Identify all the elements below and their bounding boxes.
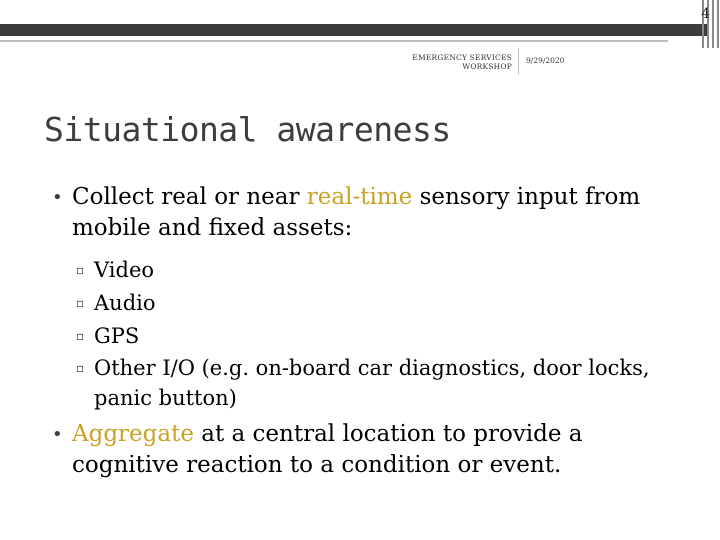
- sub-bullet-item: [52, 287, 692, 320]
- bullet-item: [52, 419, 692, 481]
- bullet-dot-icon: •: [52, 424, 63, 445]
- bullet-text: at a central location to provide a cognitive reaction to a condition or event.: [72, 421, 583, 478]
- square-bullet-icon: ▫: [76, 329, 85, 343]
- sub-bullet-text: GPS: [94, 324, 140, 348]
- footer-date: 9/29/2020: [526, 56, 565, 65]
- sub-bullet-item: [52, 254, 692, 287]
- sub-bullet-item: [52, 353, 692, 413]
- bullet-text: Collect real or near: [72, 184, 307, 210]
- bullet-text: sensory input from mobile and fixed assets:: [72, 184, 641, 241]
- header-rule: [0, 40, 668, 42]
- sub-bullet-text: Audio: [94, 291, 156, 315]
- header-bar: [0, 24, 708, 36]
- square-bullet-icon: ▫: [76, 296, 85, 310]
- square-bullet-icon: ▫: [76, 263, 85, 277]
- footer-separator: [518, 48, 519, 74]
- sub-bullet-text: Video: [94, 258, 155, 282]
- footer-title: EMERGENCY SERVICES WORKSHOP: [412, 53, 512, 71]
- bullet-item: [52, 182, 692, 244]
- page-number: 4: [701, 6, 710, 22]
- highlight-text: Aggregate: [72, 421, 194, 447]
- bullet-dot-icon: •: [52, 187, 63, 208]
- sub-bullet-list: [52, 254, 692, 413]
- slide-content: [52, 182, 692, 481]
- sub-bullet-item: [52, 320, 692, 353]
- highlight-text: real-time: [306, 184, 413, 210]
- slide-title: Situational awareness: [44, 110, 451, 149]
- sub-bullet-text: Other I/O (e.g. on-board car diagnostics, door locks, panic button): [94, 356, 650, 410]
- square-bullet-icon: ▫: [76, 361, 85, 375]
